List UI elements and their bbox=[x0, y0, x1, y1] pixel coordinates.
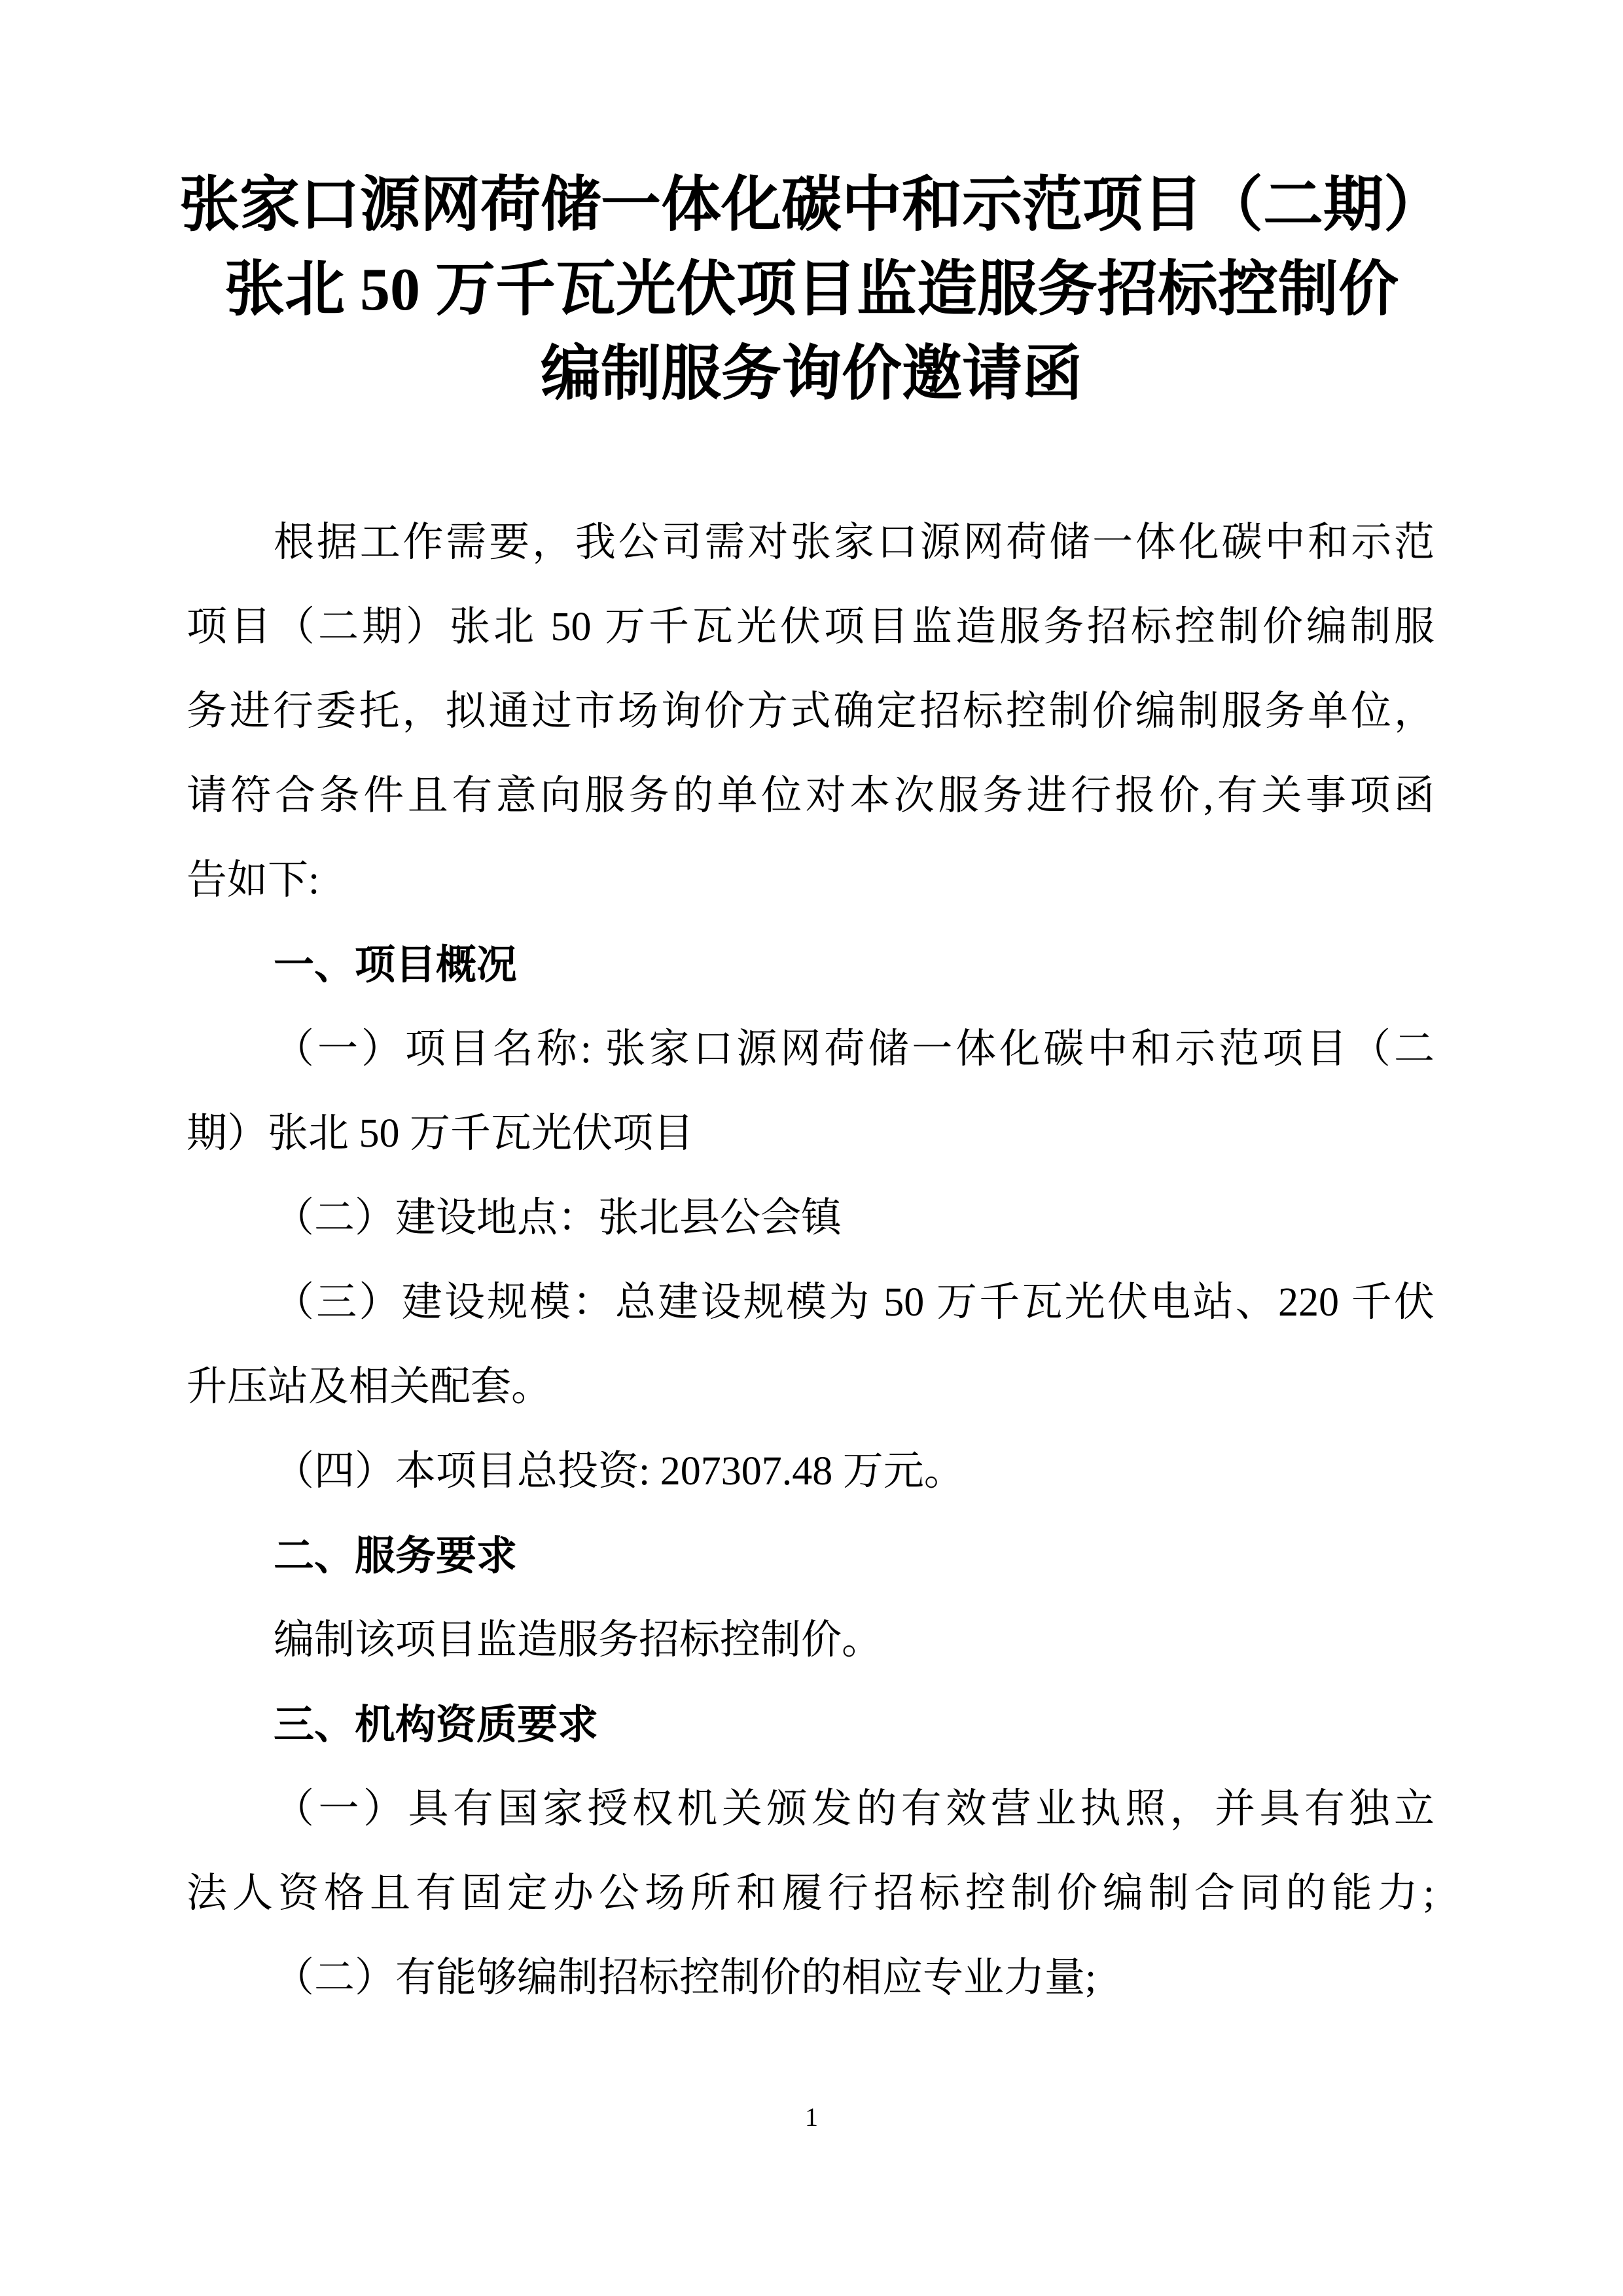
body-line: 一、项目概况 bbox=[274, 942, 518, 988]
body-line: （四）本项目总投资: 207307.48 万元。 bbox=[274, 1449, 965, 1494]
document-title bbox=[118, 163, 1505, 416]
body-line: 项目（二期）张北 50 万千瓦光伏项目监造服务招标控制价编制服 bbox=[187, 605, 1435, 649]
document-body bbox=[187, 501, 1435, 2020]
body-line: 三、机构资质要求 bbox=[274, 1702, 599, 1748]
body-line: （一）具有国家授权机关颁发的有效营业执照，并具有独立 bbox=[274, 1787, 1435, 1831]
body-line: 编制该项目监造服务招标控制价。 bbox=[274, 1618, 883, 1662]
body-line: 二、服务要求 bbox=[274, 1534, 518, 1579]
title-line-2: 张北 50 万千瓦光伏项目监造服务招标控制价 bbox=[224, 256, 1399, 323]
body-line: 法人资格且有固定办公场所和履行招标控制价编制合同的能力; bbox=[187, 1871, 1435, 1916]
body-line: （三）建设规模：总建设规模为 50 万千瓦光伏电站、220 千伏 bbox=[274, 1280, 1435, 1325]
body-line: （二）建设地点：张北县公会镇 bbox=[274, 1196, 842, 1240]
title-line-3: 编制服务询价邀请函 bbox=[540, 340, 1082, 407]
body-line: （一）项目名称: 张家口源网荷储一体化碳中和示范项目（二 bbox=[274, 1027, 1435, 1071]
body-line: 根据工作需要，我公司需对张家口源网荷储一体化碳中和示范 bbox=[274, 520, 1435, 565]
title-line-1: 张家口源网荷储一体化碳中和示范项目（二期） bbox=[179, 171, 1444, 238]
body-line: （二）有能够编制招标控制价的相应专业力量; bbox=[274, 1956, 1097, 2000]
body-line: 告如下: bbox=[187, 858, 320, 903]
body-line: 期）张北 50 万千瓦光伏项目 bbox=[187, 1111, 694, 1156]
body-line: 务进行委托，拟通过市场询价方式确定招标控制价编制服务单位， bbox=[187, 689, 1435, 734]
page-number: 1 bbox=[805, 2102, 818, 2132]
body-line: 请符合条件且有意向服务的单位对本次服务进行报价,有关事项函 bbox=[187, 774, 1435, 818]
body-line: 升压站及相关配套。 bbox=[187, 1365, 552, 1409]
